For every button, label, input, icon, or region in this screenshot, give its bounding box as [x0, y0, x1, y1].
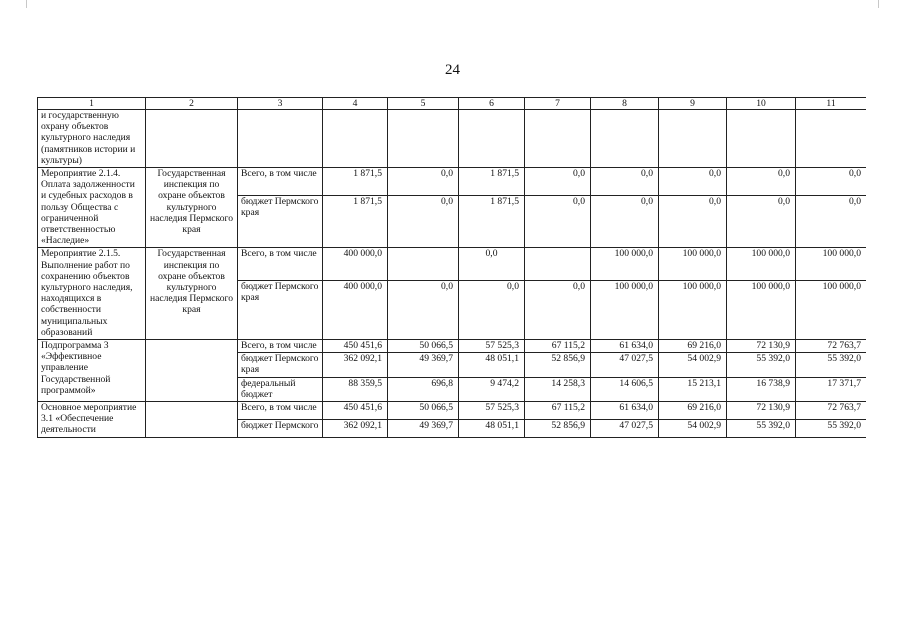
table-cell: бюджет Пермского края [238, 196, 323, 248]
table-cell: 50 066,5 [388, 340, 459, 353]
table-cell: 47 027,5 [591, 353, 659, 377]
table-cell: и государственную охрану объектов культурного наследия (памятников истории и культуры) [38, 110, 146, 168]
table-cell: 67 115,2 [525, 340, 591, 353]
table-cell: 100 000,0 [659, 248, 727, 280]
table-cell [388, 248, 459, 280]
table-cell: 9 474,2 [459, 377, 525, 401]
table-cell: 450 451,6 [323, 340, 388, 353]
table-cell: 72 763,7 [796, 340, 867, 353]
table-cell [146, 110, 238, 168]
column-number-7: 7 [525, 98, 591, 110]
table-cell: 0,0 [525, 196, 591, 248]
table-cell: 14 606,5 [591, 377, 659, 401]
table-body [38, 98, 867, 438]
budget-table [37, 97, 866, 438]
column-number-3: 3 [238, 98, 323, 110]
table-cell: 69 216,0 [659, 340, 727, 353]
table-cell: 0,0 [459, 248, 525, 280]
table-cell: бюджет Пермского края [238, 353, 323, 377]
table-cell: 61 634,0 [591, 340, 659, 353]
table-cell: 0,0 [388, 168, 459, 196]
table-cell: 100 000,0 [591, 280, 659, 339]
table-cell: 54 002,9 [659, 353, 727, 377]
table-cell: 1 871,5 [323, 168, 388, 196]
table-cell: 0,0 [659, 168, 727, 196]
table-cell: 15 213,1 [659, 377, 727, 401]
column-number-5: 5 [388, 98, 459, 110]
column-number-6: 6 [459, 98, 525, 110]
table-cell [525, 110, 591, 168]
table-cell: 0,0 [727, 196, 796, 248]
table-cell: 100 000,0 [796, 248, 867, 280]
table-cell: федеральный бюджет [238, 377, 323, 401]
table-cell: 48 051,1 [459, 419, 525, 437]
column-number-8: 8 [591, 98, 659, 110]
table-cell: 55 392,0 [796, 353, 867, 377]
table-cell: 100 000,0 [796, 280, 867, 339]
table-cell [146, 340, 238, 402]
table-cell: 100 000,0 [591, 248, 659, 280]
table-cell: 48 051,1 [459, 353, 525, 377]
column-number-10: 10 [727, 98, 796, 110]
table-cell: 0,0 [591, 168, 659, 196]
table-cell: 72 130,9 [727, 340, 796, 353]
table-cell: Основное мероприятие 3.1 «Обеспечение деятельности [38, 402, 146, 438]
column-number-2: 2 [146, 98, 238, 110]
table-cell [525, 248, 591, 280]
table-cell: 1 871,5 [323, 196, 388, 248]
table-cell [591, 110, 659, 168]
table-cell [146, 402, 238, 438]
page-number: 24 [445, 62, 460, 78]
table-cell: 100 000,0 [727, 280, 796, 339]
table-cell: Всего, в том числе [238, 402, 323, 420]
table-cell: 0,0 [796, 168, 867, 196]
table-cell: 16 738,9 [727, 377, 796, 401]
table-row [38, 110, 867, 168]
budget-table-container [37, 97, 866, 640]
table-cell: 47 027,5 [591, 419, 659, 437]
table-cell: 1 871,5 [459, 168, 525, 196]
table-cell: бюджет Пермского края [238, 280, 323, 339]
table-cell: 69 216,0 [659, 402, 727, 420]
table-cell [323, 110, 388, 168]
table-cell: бюджет Пермского [238, 419, 323, 437]
table-cell: Всего, в том числе [238, 340, 323, 353]
table-cell [796, 110, 867, 168]
table-cell: 696,8 [388, 377, 459, 401]
table-cell: Всего, в том числе [238, 168, 323, 196]
table-cell: 0,0 [591, 196, 659, 248]
table-cell: 362 092,1 [323, 419, 388, 437]
column-number-9: 9 [659, 98, 727, 110]
table-cell [659, 110, 727, 168]
table-row [38, 248, 867, 280]
column-number-4: 4 [323, 98, 388, 110]
table-cell: 0,0 [525, 168, 591, 196]
table-cell: 0,0 [796, 196, 867, 248]
table-cell: 49 369,7 [388, 353, 459, 377]
table-cell: 0,0 [388, 280, 459, 339]
table-cell: 55 392,0 [727, 419, 796, 437]
table-cell: 0,0 [459, 280, 525, 339]
table-cell: 57 525,3 [459, 340, 525, 353]
table-cell: 54 002,9 [659, 419, 727, 437]
column-number-11: 11 [796, 98, 867, 110]
table-cell: 61 634,0 [591, 402, 659, 420]
table-cell: 57 525,3 [459, 402, 525, 420]
table-row [38, 402, 867, 420]
table-cell: 52 856,9 [525, 353, 591, 377]
table-row [38, 168, 867, 196]
table-row [38, 340, 867, 353]
table-cell: 362 092,1 [323, 353, 388, 377]
table-cell: 52 856,9 [525, 419, 591, 437]
table-cell: 450 451,6 [323, 402, 388, 420]
table-cell: 55 392,0 [727, 353, 796, 377]
table-cell: 400 000,0 [323, 280, 388, 339]
table-cell: 72 763,7 [796, 402, 867, 420]
table-cell [238, 110, 323, 168]
table-cell: Подпрограмма 3 «Эффективное управление Государственной программой» [38, 340, 146, 402]
table-cell: Всего, в том числе [238, 248, 323, 280]
table-cell: 72 130,9 [727, 402, 796, 420]
table-cell: 67 115,2 [525, 402, 591, 420]
table-cell: Мероприятие 2.1.4. Оплата задолженности и судебных расходов в пользу Общества с ограниченной ответственностью «Наследие» [38, 168, 146, 248]
table-cell [459, 110, 525, 168]
table-cell: 100 000,0 [659, 280, 727, 339]
table-cell: 400 000,0 [323, 248, 388, 280]
table-cell: 50 066,5 [388, 402, 459, 420]
table-cell: 100 000,0 [727, 248, 796, 280]
table-cell: 0,0 [727, 168, 796, 196]
table-cell: Государственная инспекция по охране объектов культурного наследия Пермского края [146, 248, 238, 340]
page-top-frame [26, 0, 879, 8]
column-number-row [38, 98, 867, 110]
table-cell: 14 258,3 [525, 377, 591, 401]
column-number-1: 1 [38, 98, 146, 110]
table-cell: Мероприятие 2.1.5. Выполнение работ по сохранению объектов культурного наследия, находящихся в собственности муниципальных образований [38, 248, 146, 340]
table-cell: 0,0 [659, 196, 727, 248]
table-cell [388, 110, 459, 168]
table-cell: 0,0 [525, 280, 591, 339]
table-cell: 17 371,7 [796, 377, 867, 401]
table-cell: 1 871,5 [459, 196, 525, 248]
table-cell: 49 369,7 [388, 419, 459, 437]
table-cell: 0,0 [388, 196, 459, 248]
table-cell [727, 110, 796, 168]
table-cell: 88 359,5 [323, 377, 388, 401]
table-cell: Государственная инспекция по охране объектов культурного наследия Пермского края [146, 168, 238, 248]
table-cell: 55 392,0 [796, 419, 867, 437]
